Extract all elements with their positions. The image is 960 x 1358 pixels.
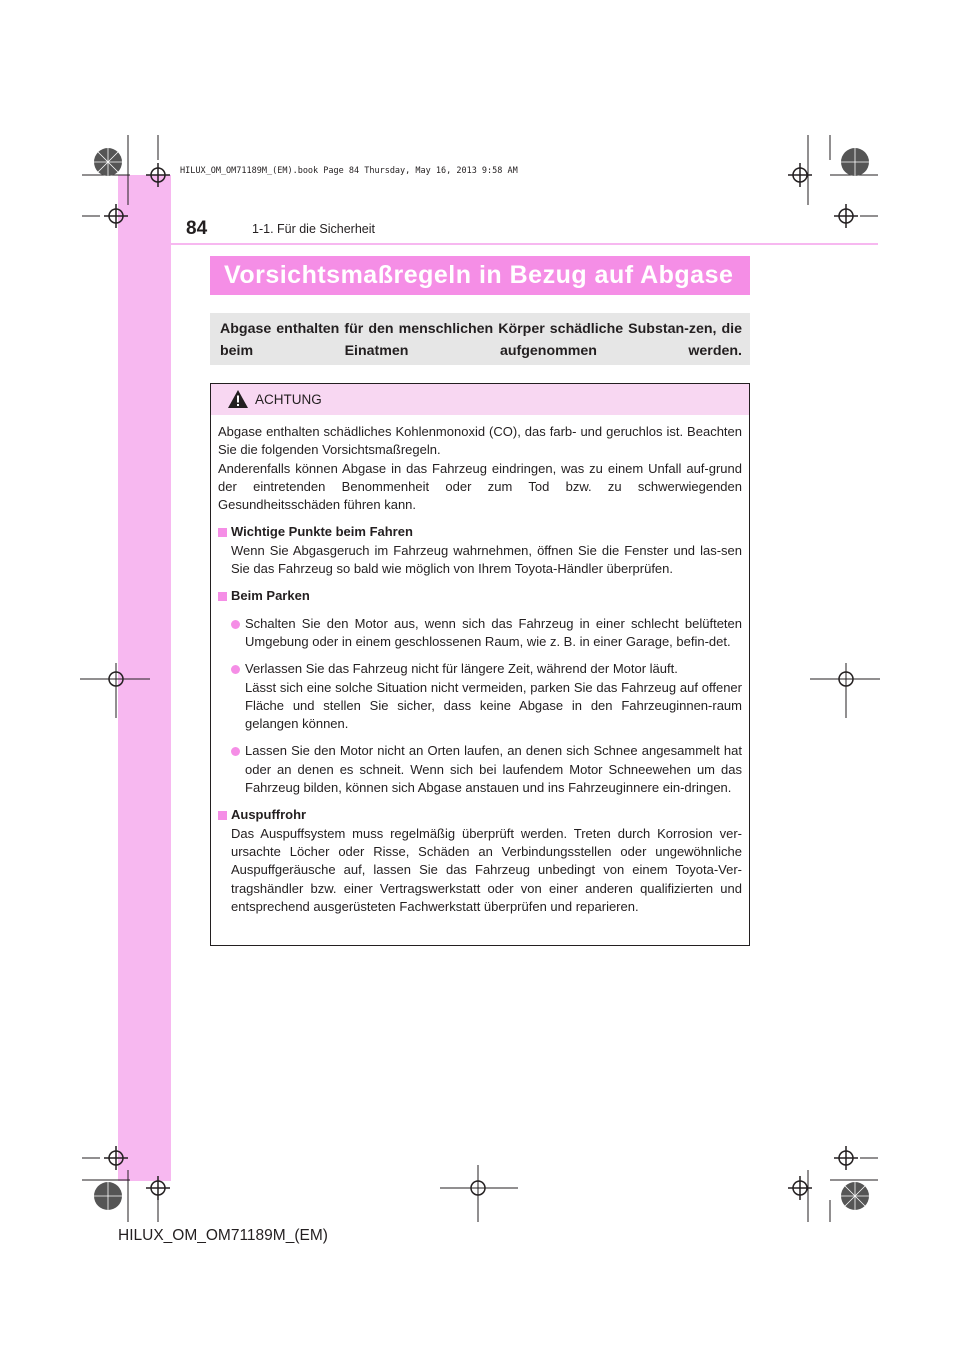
section-heading-driving: Wichtige Punkte beim Fahren [218,523,742,541]
square-bullet-icon [218,811,227,820]
square-bullet-icon [218,592,227,601]
side-color-bar [118,175,171,1181]
warning-box [210,383,750,946]
section-text-driving: Wenn Sie Abgasgeruch im Fahrzeug wahrnehmen, öffnen Sie die Fenster und las-sen Sie das Fahrzeug so bald wie möglich von Ihrem Toyota-Händler überprüfen. [231,542,742,577]
square-bullet-icon [218,528,227,537]
round-bullet-icon [231,665,240,674]
page-title: Vorsichtsmaßregeln in Bezug auf Abgase [210,256,750,295]
list-item: Verlassen Sie das Fahrzeug nicht für längere Zeit, während der Motor läuft. Lässt sich eine solche Situation nicht vermeiden, parken Sie das Fahrzeug auf offener Fläche und stellen Sie sicher, dass keine Abgase in den Fahrzeuginnen-raum gelangen können. [218,660,742,733]
warning-label: ACHTUNG [255,392,322,407]
page-number: 84 [186,218,208,239]
list-item: Schalten Sie den Motor aus, wenn sich das Fahrzeug in einer schlecht belüfteten Umgebung oder in einem geschlossenen Raum, wie z. B. in einer Garage, befin-det. [218,615,742,652]
warning-triangle-icon [228,390,248,408]
footer-code: HILUX_OM_OM71189M_(EM) [118,1227,328,1244]
section-heading-parking: Beim Parken [218,587,742,605]
section-heading-exhaust: Auspuffrohr [218,806,742,824]
section-text-exhaust: Das Auspuffsystem muss regelmäßig überprüft werden. Treten durch Korrosion ver-ursachte Löcher oder Risse, Schäden an Verbindungsstellen oder ungewöhnliche Auspuffgeräusche auf, lassen Sie das Fahrzeug unbedingt von einem Toyota-Ver-tragshändler bzw. einer Vertragswerkstatt oder von einer anderen qualifizierten und entsprechend ausgerüsteten Fachwerkstatt überprüfen und reparieren. [231,825,742,914]
warning-intro-2: Anderenfalls können Abgase in das Fahrzeug eindringen, was zu einem Unfall auf-grund der eintretenden Benommenheit oder zum Tod bzw. zu schwerwiegenden Gesundheitsschäden führen kann. [218,460,742,513]
round-bullet-icon [231,747,240,756]
section-title: 1-1. Für die Sicherheit [252,222,375,236]
list-item: Lassen Sie den Motor nicht an Orten laufen, an denen sich Schnee angesammelt hat oder an denen es schneit. Wenn sich bei laufendem Motor Schneewehen um das Fahrzeug bilden, können sich Abgase anstauen und ins Fahrzeuginnere ein-dringen. [218,742,742,797]
round-bullet-icon [231,620,240,629]
warning-body [218,423,742,916]
header-rule [118,243,878,245]
warning-header [211,384,749,415]
lead-text: Abgase enthalten für den menschlichen Körper schädliche Substan-zen, die beim Einatmen aufgenommen werden. [210,313,750,365]
warning-intro: Abgase enthalten schädliches Kohlenmonoxid (CO), das farb- und geruchlos ist. Beachten Sie die folgenden Vorsichtsmaßregeln. [218,424,742,458]
book-info: HILUX_OM_OM71189M_(EM).book Page 84 Thursday, May 16, 2013 9:58 AM [180,166,518,176]
